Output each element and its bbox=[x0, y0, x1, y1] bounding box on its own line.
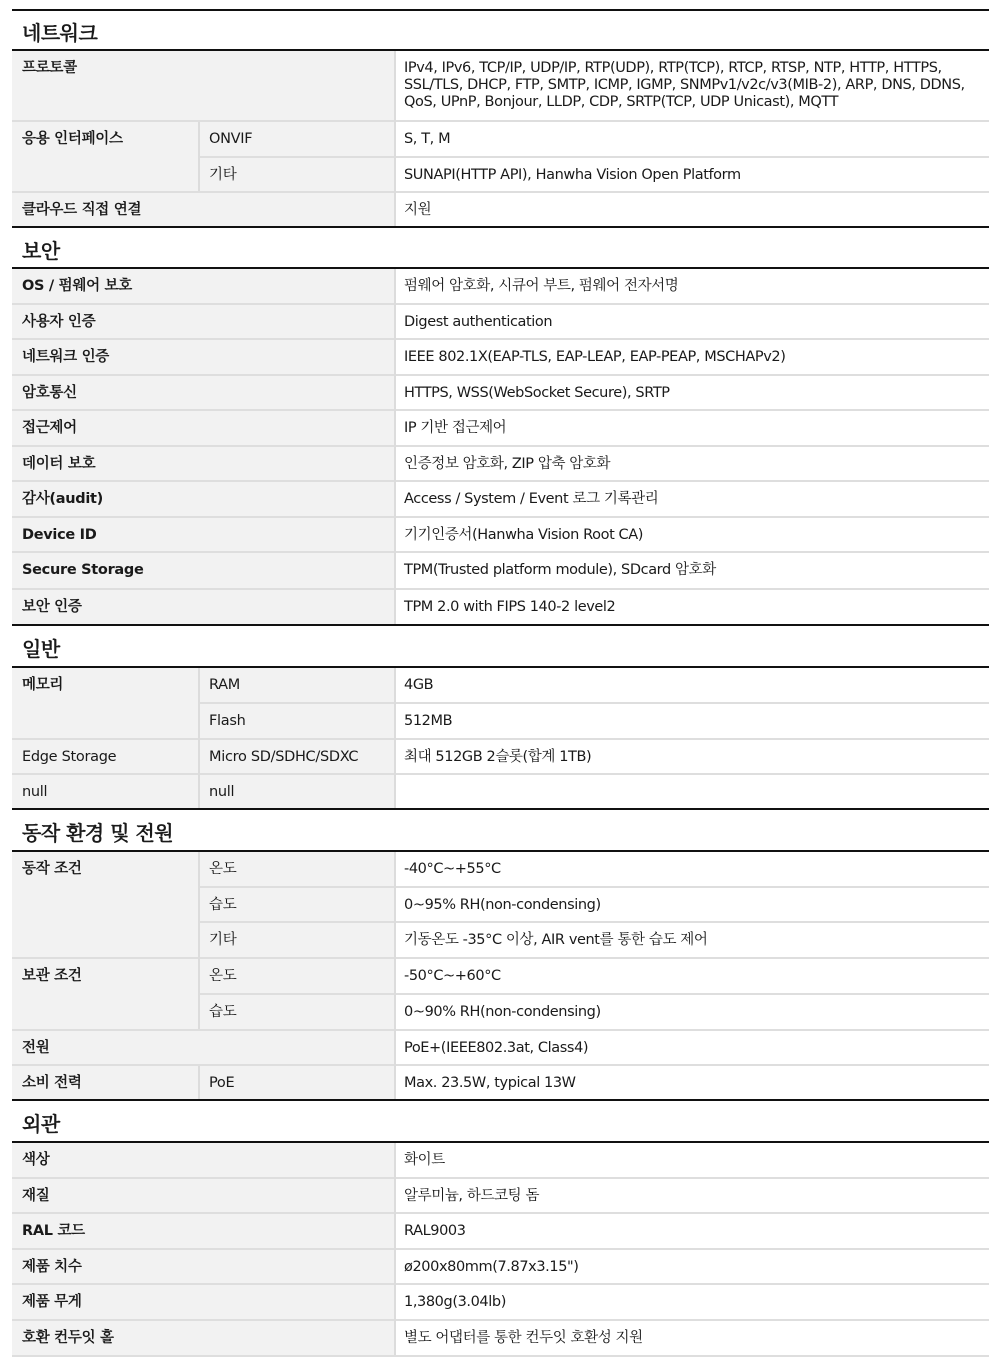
section-rule bbox=[12, 624, 989, 626]
spec-label: 제품 무게 bbox=[12, 1285, 395, 1319]
spec-label: 네트워크 인증 bbox=[12, 340, 395, 374]
section-rule bbox=[12, 226, 989, 228]
spec-label-app-interface: 응용 인터페이스 bbox=[12, 122, 199, 191]
spec-sub-st-temp: 온도 bbox=[199, 959, 395, 993]
spec-value-op-humidity: 0~95% RH(non-condensing) bbox=[395, 888, 989, 921]
spec-label: Device ID bbox=[12, 518, 395, 551]
spec-label: RAL 코드 bbox=[12, 1214, 395, 1248]
spec-value: HTTPS, WSS(WebSocket Secure), SRTP bbox=[395, 376, 989, 409]
spec-label: 호환 컨두잇 홀 bbox=[12, 1321, 395, 1355]
column-divider bbox=[394, 668, 396, 808]
spec-sub-consumption: PoE bbox=[199, 1066, 395, 1099]
section-title-security: 보안 bbox=[22, 239, 60, 263]
spec-value: ø200x80mm(7.87x3.15") bbox=[395, 1250, 989, 1283]
column-divider bbox=[198, 852, 200, 1029]
spec-label: 재질 bbox=[12, 1179, 395, 1212]
spec-label: 보안 인증 bbox=[12, 590, 395, 624]
spec-value-null bbox=[395, 775, 989, 808]
section-title-environment: 동작 환경 및 전원 bbox=[22, 821, 174, 845]
spec-value: TPM(Trusted platform module), SDcard 암호화 bbox=[395, 553, 989, 588]
spec-value: 알루미늄, 하드코팅 돔 bbox=[395, 1179, 989, 1212]
spec-label-storage-cond: 보관 조건 bbox=[12, 959, 199, 1029]
spec-value: 화이트 bbox=[395, 1143, 989, 1177]
spec-value-edge-storage: 최대 512GB 2슬롯(합계 1TB) bbox=[395, 740, 989, 773]
spec-label: OS / 펌웨어 보호 bbox=[12, 269, 395, 303]
spec-label: 색상 bbox=[12, 1143, 395, 1177]
spec-value: TPM 2.0 with FIPS 140-2 level2 bbox=[395, 590, 989, 624]
spec-value: 별도 어댑터를 통한 컨두잇 호환성 지원 bbox=[395, 1321, 989, 1355]
section-title-general: 일반 bbox=[22, 637, 60, 661]
column-divider bbox=[394, 1143, 396, 1355]
section-rule bbox=[12, 1099, 989, 1101]
spec-value-other: SUNAPI(HTTP API), Hanwha Vision Open Platform bbox=[395, 158, 989, 191]
column-divider bbox=[198, 668, 200, 808]
spec-label-memory: 메모리 bbox=[12, 668, 199, 738]
column-divider bbox=[198, 122, 200, 191]
spec-value-st-temp: -50°C~+60°C bbox=[395, 959, 989, 993]
spec-value-onvif: S, T, M bbox=[395, 122, 989, 156]
spec-label-consumption: 소비 전력 bbox=[12, 1066, 199, 1099]
spec-label: 데이터 보호 bbox=[12, 447, 395, 480]
spec-value: RAL9003 bbox=[395, 1214, 989, 1248]
column-divider bbox=[394, 852, 396, 1099]
spec-label: 감사(audit) bbox=[12, 482, 395, 516]
section-title-network: 네트워크 bbox=[22, 21, 98, 45]
spec-label: 제품 치수 bbox=[12, 1250, 395, 1283]
spec-value-cloud: 지원 bbox=[395, 193, 989, 226]
column-divider bbox=[394, 269, 396, 624]
spec-value-protocol: IPv4, IPv6, TCP/IP, UDP/IP, RTP(UDP), RTP(TCP), RTCP, RTSP, NTP, HTTP, HTTPS, SSL/TLS, DHCP, FTP, SMTP, ICMP, IGMP, SNMPv1/v2c/v3(MIB-2), ARP, DNS, DDNS, QoS, UPnP, Bonjour, LLDP, CDP, SRTP(TCP, UDP Unicast), MQTT bbox=[395, 51, 989, 120]
column-divider bbox=[198, 1066, 200, 1099]
spec-label-null: null bbox=[12, 775, 199, 808]
spec-value-op-temp: -40°C~+55°C bbox=[395, 852, 989, 886]
spec-value-flash: 512MB bbox=[395, 704, 989, 738]
spec-sub-other: 기타 bbox=[199, 158, 395, 191]
spec-label-power: 전원 bbox=[12, 1031, 395, 1064]
spec-sub-ram: RAM bbox=[199, 668, 395, 702]
spec-label-protocol: 프로토콜 bbox=[12, 51, 395, 120]
spec-value-st-humidity: 0~90% RH(non-condensing) bbox=[395, 995, 989, 1029]
spec-label: 암호통신 bbox=[12, 376, 395, 409]
spec-sub-onvif: ONVIF bbox=[199, 122, 395, 156]
spec-value-op-other: 기동온도 -35°C 이상, AIR vent를 통한 습도 제어 bbox=[395, 923, 989, 957]
spec-label: 사용자 인증 bbox=[12, 305, 395, 338]
spec-sub-op-other: 기타 bbox=[199, 923, 395, 957]
spec-sub-st-humidity: 습도 bbox=[199, 995, 395, 1029]
section-rule bbox=[12, 808, 989, 810]
spec-label-edge-storage: Edge Storage bbox=[12, 740, 199, 773]
spec-value: IP 기반 접근제어 bbox=[395, 411, 989, 445]
spec-value: 펌웨어 암호화, 시큐어 부트, 펌웨어 전자서명 bbox=[395, 269, 989, 303]
spec-value: IEEE 802.1X(EAP-TLS, EAP-LEAP, EAP-PEAP, MSCHAPv2) bbox=[395, 340, 989, 374]
row-divider bbox=[12, 1355, 989, 1357]
spec-value: Digest authentication bbox=[395, 305, 989, 338]
section-title-appearance: 외관 bbox=[22, 1112, 60, 1136]
spec-value: 인증정보 암호화, ZIP 압축 암호화 bbox=[395, 447, 989, 480]
spec-label-cloud: 클라우드 직접 연결 bbox=[12, 193, 395, 226]
spec-value: Access / System / Event 로그 기록관리 bbox=[395, 482, 989, 516]
spec-sub-edge-storage: Micro SD/SDHC/SDXC bbox=[199, 740, 395, 773]
spec-value-power: PoE+(IEEE802.3at, Class4) bbox=[395, 1031, 989, 1064]
spec-value-ram: 4GB bbox=[395, 668, 989, 702]
spec-sub-op-temp: 온도 bbox=[199, 852, 395, 886]
spec-value: 1,380g(3.04lb) bbox=[395, 1285, 989, 1319]
spec-sub-null: null bbox=[199, 775, 395, 808]
spec-label-operating: 동작 조건 bbox=[12, 852, 199, 957]
section-rule bbox=[12, 9, 989, 11]
spec-value-consumption: Max. 23.5W, typical 13W bbox=[395, 1066, 989, 1099]
spec-sub-op-humidity: 습도 bbox=[199, 888, 395, 921]
spec-value: 기기인증서(Hanwha Vision Root CA) bbox=[395, 518, 989, 551]
spec-label: Secure Storage bbox=[12, 553, 395, 588]
spec-sub-flash: Flash bbox=[199, 704, 395, 738]
column-divider bbox=[394, 51, 396, 226]
spec-label: 접근제어 bbox=[12, 411, 395, 445]
